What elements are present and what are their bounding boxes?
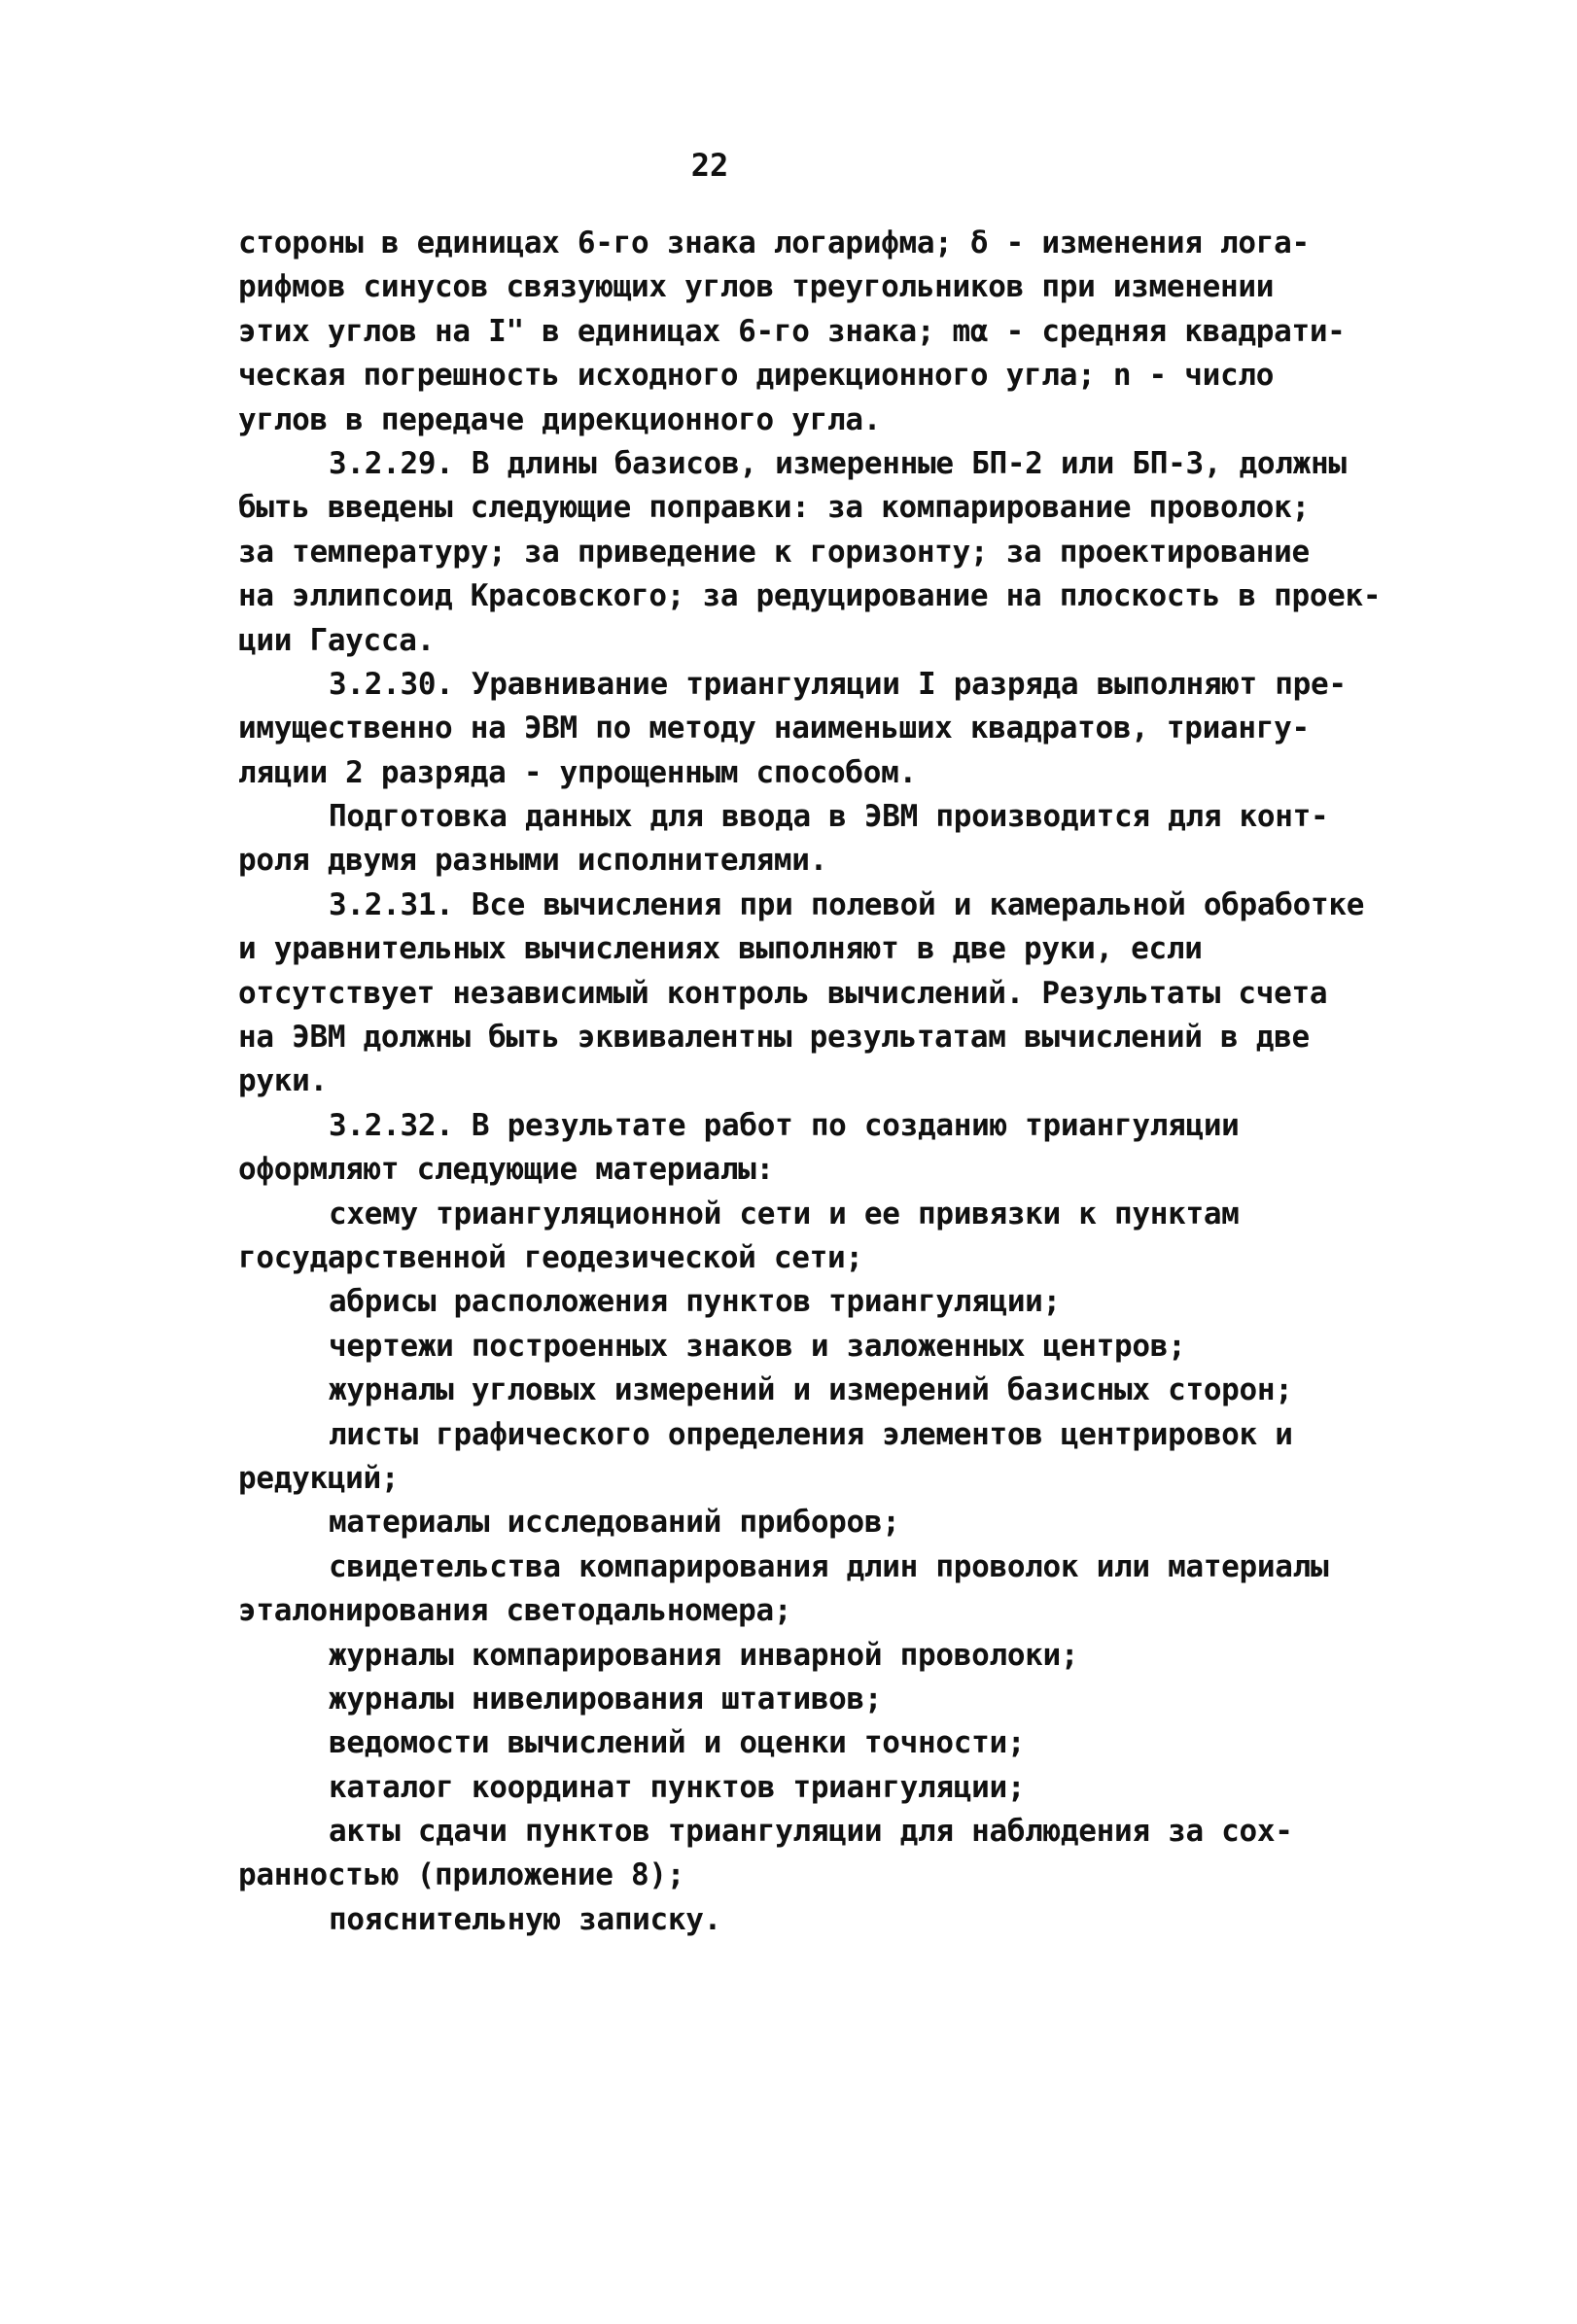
text-line: государственной геодезической сети; [238,1239,863,1275]
text-line: ведомости вычислений и оценки точности; [329,1725,1026,1761]
text-line: за температуру; за приведение к горизонту; за проектирование [238,534,1310,570]
text-line: углов в передаче дирекционного угла. [238,401,882,437]
text-line: свидетельства компарирования длин проволок или материалы [329,1548,1329,1584]
text-line: абрисы расположения пунктов триангуляции; [329,1284,1061,1320]
text-line: и уравнительных вычислениях выполняют в две руки, если [238,931,1203,967]
text-line: 3.2.31. Все вычисления при полевой и камеральной обработке [329,886,1365,922]
text-line: этих углов на I" в единицах 6-го знака; mα - средняя квадрати- [238,313,1346,349]
text-line: журналы компарирования инварной проволоки; [329,1637,1079,1673]
text-line: на ЭВМ должны быть эквивалентны результатам вычислений в две [238,1020,1310,1056]
text-line: Подготовка данных для ввода в ЭВМ производится для конт- [329,799,1329,835]
text-line: ранностью (приложение 8); [238,1857,685,1893]
text-line: схему триангуляционной сети и ее привязки к пунктам [329,1196,1240,1231]
text-line: чертежи построенных знаков и заложенных центров; [329,1328,1186,1364]
text-line: рифмов синусов связующих углов треугольников при изменении [238,269,1275,305]
text-line: на эллипсоид Красовского; за редуцирование на плоскость в проек- [238,578,1382,614]
text-line: эталонирования светодальномера; [238,1593,792,1629]
text-line: имущественно на ЭВМ по методу наименьших квадратов, триангу- [238,711,1310,746]
text-line: отсутствует независимый контроль вычислений. Результаты счета [238,975,1328,1011]
text-line: быть введены следующие поправки: за компарирование проволок; [238,490,1310,526]
text-line: листы графического определения элементов центрировок и [329,1416,1293,1452]
text-line: журналы угловых измерений и измерений базисных сторон; [329,1372,1293,1408]
text-line: пояснительную записку. [329,1901,721,1937]
text-line: ляции 2 разряда - упрощенным способом. [238,754,917,790]
text-line: редукций; [238,1460,400,1496]
text-line: акты сдачи пунктов триангуляции для наблюдения за сох- [329,1814,1293,1850]
document-body [238,222,1434,1942]
text-line: материалы исследований приборов; [329,1505,900,1541]
text-line: журналы нивелирования штативов; [329,1681,883,1717]
text-line: 3.2.32. В результате работ по созданию триангуляции [329,1107,1240,1143]
text-line: ческая погрешность исходного дирекционного угла; n - число [238,358,1275,394]
text-line: оформляют следующие материалы: [238,1152,774,1188]
text-line: стороны в единицах 6-го знака логарифма; δ - изменения лога- [238,225,1310,260]
page-number: 22 [690,147,729,184]
text-line: каталог координат пунктов триангуляции; [329,1769,1026,1805]
text-line: руки. [238,1063,328,1099]
text-line: роля двумя разными исполнителями. [238,843,827,879]
text-line: 3.2.29. В длины базисов, измеренные БП-2 или БП-3, должны [329,445,1347,481]
text-line: 3.2.30. Уравнивание триангуляции I разряда выполняют пре- [329,666,1347,702]
text-line: ции Гаусса. [238,622,435,658]
